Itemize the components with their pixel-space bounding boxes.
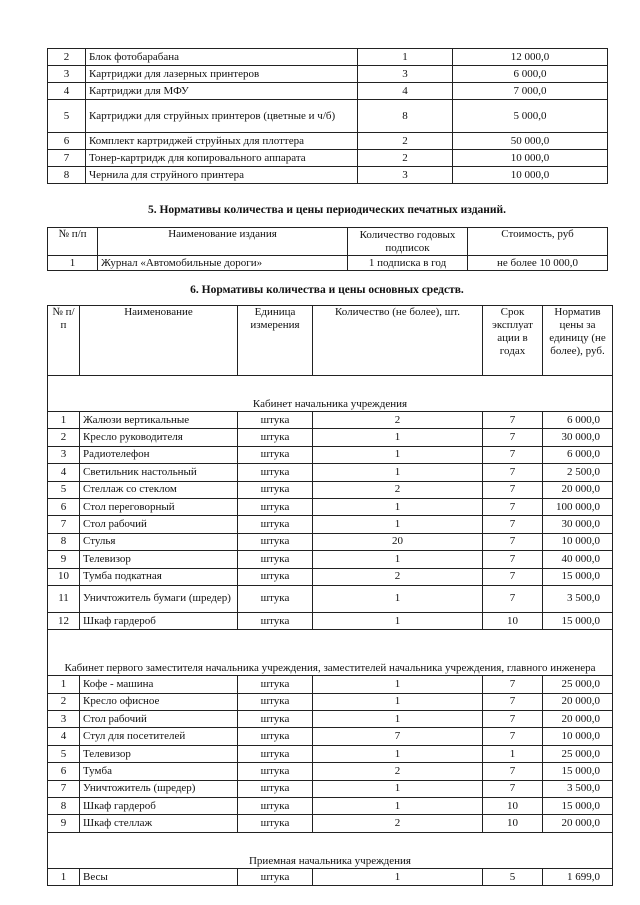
row-qty: 2 xyxy=(313,481,483,498)
row-price: 10 000,0 xyxy=(453,150,608,167)
group-title: Приемная начальника учреждения xyxy=(48,832,613,868)
row-price: 15 000,0 xyxy=(543,612,613,629)
row-unit: штука xyxy=(238,798,313,815)
row-num: 11 xyxy=(48,585,80,612)
row-num: 8 xyxy=(48,533,80,550)
col-qty: Количество годовых подписок xyxy=(348,228,468,256)
periodicals-table xyxy=(47,227,608,271)
row-term: 7 xyxy=(483,676,543,693)
row-name: Стол рабочий xyxy=(80,711,238,728)
row-name: Картриджи для струйных принтеров (цветные и ч/б) xyxy=(86,100,358,133)
row-name: Стол переговорный xyxy=(80,498,238,515)
row-unit: штука xyxy=(238,481,313,498)
row-term: 7 xyxy=(483,693,543,710)
table-row xyxy=(48,815,613,832)
row-name: Блок фотобарабана xyxy=(86,49,358,66)
row-num: 2 xyxy=(48,49,86,66)
row-price: 25 000,0 xyxy=(543,745,613,762)
row-num: 6 xyxy=(48,133,86,150)
col-unit: Единица измерения xyxy=(238,306,313,376)
row-price: 3 500,0 xyxy=(543,780,613,797)
table-row xyxy=(48,868,613,885)
col-num: № п/п xyxy=(48,306,80,376)
row-qty: 1 xyxy=(313,464,483,481)
row-qty: 1 xyxy=(313,429,483,446)
row-qty: 1 xyxy=(313,693,483,710)
row-qty: 1 xyxy=(313,676,483,693)
col-name: Наименование издания xyxy=(98,228,348,256)
row-unit: штука xyxy=(238,693,313,710)
row-name: Картриджи для лазерных принтеров xyxy=(86,66,358,83)
row-price: 6 000,0 xyxy=(543,446,613,463)
row-name: Весы xyxy=(80,868,238,885)
row-unit: штука xyxy=(238,412,313,429)
row-num: 5 xyxy=(48,100,86,133)
row-term: 7 xyxy=(483,516,543,533)
row-unit: штука xyxy=(238,711,313,728)
row-name: Кресло руководителя xyxy=(80,429,238,446)
row-price: 5 000,0 xyxy=(453,100,608,133)
row-num: 7 xyxy=(48,780,80,797)
table-row xyxy=(48,83,608,100)
row-term: 10 xyxy=(483,815,543,832)
row-price: 15 000,0 xyxy=(543,798,613,815)
table-row xyxy=(48,676,613,693)
row-name: Картриджи для МФУ xyxy=(86,83,358,100)
row-num: 10 xyxy=(48,568,80,585)
row-num: 3 xyxy=(48,66,86,83)
row-qty: 2 xyxy=(313,412,483,429)
row-num: 7 xyxy=(48,516,80,533)
row-qty: 1 подписка в год xyxy=(348,256,468,271)
table-row xyxy=(48,49,608,66)
group-title: Кабинет первого заместителя начальника учреждения, заместителей начальника учреждения, главного инженера xyxy=(48,630,613,676)
row-price: 100 000,0 xyxy=(543,498,613,515)
row-term: 7 xyxy=(483,429,543,446)
row-unit: штука xyxy=(238,498,313,515)
group-title: Кабинет начальника учреждения xyxy=(48,376,613,412)
row-qty: 4 xyxy=(358,83,453,100)
table-row xyxy=(48,728,613,745)
row-name: Шкаф гардероб xyxy=(80,798,238,815)
row-price: 30 000,0 xyxy=(543,516,613,533)
row-price: 3 500,0 xyxy=(543,585,613,612)
row-name: Стеллаж со стеклом xyxy=(80,481,238,498)
row-num: 4 xyxy=(48,728,80,745)
row-name: Кофе - машина xyxy=(80,676,238,693)
row-name: Шкаф гардероб xyxy=(80,612,238,629)
table-row xyxy=(48,100,608,133)
section6-title: 6. Нормативы количества и цены основных средств. xyxy=(190,284,464,296)
row-num: 4 xyxy=(48,464,80,481)
row-unit: штука xyxy=(238,429,313,446)
row-num: 2 xyxy=(48,429,80,446)
row-qty: 8 xyxy=(358,100,453,133)
row-qty: 2 xyxy=(313,568,483,585)
row-qty: 1 xyxy=(313,711,483,728)
row-name: Комплект картриджей струйных для плоттера xyxy=(86,133,358,150)
row-price: не более 10 000,0 xyxy=(468,256,608,271)
row-name: Чернила для струйного принтера xyxy=(86,167,358,184)
table-row xyxy=(48,256,608,271)
row-unit: штука xyxy=(238,612,313,629)
table-row xyxy=(48,412,613,429)
row-price: 15 000,0 xyxy=(543,763,613,780)
table-row xyxy=(48,533,613,550)
row-qty: 2 xyxy=(358,133,453,150)
row-qty: 3 xyxy=(358,66,453,83)
table-row xyxy=(48,585,613,612)
table-row xyxy=(48,780,613,797)
row-term: 7 xyxy=(483,711,543,728)
row-price: 10 000,0 xyxy=(543,728,613,745)
col-name: Наименование xyxy=(80,306,238,376)
row-price: 6 000,0 xyxy=(453,66,608,83)
row-num: 3 xyxy=(48,711,80,728)
row-term: 7 xyxy=(483,533,543,550)
row-qty: 2 xyxy=(358,150,453,167)
row-name: Тумба подкатная xyxy=(80,568,238,585)
row-num: 5 xyxy=(48,745,80,762)
row-price: 10 000,0 xyxy=(543,533,613,550)
row-name: Кресло офисное xyxy=(80,693,238,710)
row-name: Уничтожитель (шредер) xyxy=(80,780,238,797)
row-term: 7 xyxy=(483,728,543,745)
row-price: 40 000,0 xyxy=(543,551,613,568)
table-row xyxy=(48,798,613,815)
row-name: Светильник настольный xyxy=(80,464,238,481)
row-num: 1 xyxy=(48,676,80,693)
row-term: 7 xyxy=(483,780,543,797)
row-term: 5 xyxy=(483,868,543,885)
row-unit: штука xyxy=(238,533,313,550)
row-unit: штука xyxy=(238,585,313,612)
row-num: 1 xyxy=(48,412,80,429)
row-name: Телевизор xyxy=(80,745,238,762)
row-name: Стул для посетителей xyxy=(80,728,238,745)
table-row xyxy=(48,568,613,585)
row-qty: 2 xyxy=(313,815,483,832)
row-price: 6 000,0 xyxy=(543,412,613,429)
row-num: 12 xyxy=(48,612,80,629)
row-name: Журнал «Автомобильные дороги» xyxy=(98,256,348,271)
table-row xyxy=(48,498,613,515)
row-num: 6 xyxy=(48,498,80,515)
row-term: 7 xyxy=(483,585,543,612)
table-row xyxy=(48,693,613,710)
row-price: 20 000,0 xyxy=(543,815,613,832)
row-term: 7 xyxy=(483,763,543,780)
table-row xyxy=(48,551,613,568)
row-name: Стол рабочий xyxy=(80,516,238,533)
row-qty: 1 xyxy=(313,516,483,533)
row-num: 2 xyxy=(48,693,80,710)
table-row xyxy=(48,446,613,463)
row-qty: 20 xyxy=(313,533,483,550)
row-unit: штука xyxy=(238,728,313,745)
row-qty: 1 xyxy=(313,745,483,762)
row-unit: штука xyxy=(238,815,313,832)
row-term: 10 xyxy=(483,798,543,815)
row-term: 7 xyxy=(483,551,543,568)
fixed-assets-table xyxy=(47,305,613,886)
row-unit: штука xyxy=(238,551,313,568)
row-qty: 1 xyxy=(313,446,483,463)
section5-title: 5. Нормативы количества и цены периодических печатных изданий. xyxy=(147,204,507,216)
row-unit: штука xyxy=(238,868,313,885)
row-num: 9 xyxy=(48,815,80,832)
row-term: 7 xyxy=(483,446,543,463)
row-name: Тумба xyxy=(80,763,238,780)
row-qty: 1 xyxy=(313,798,483,815)
row-unit: штука xyxy=(238,516,313,533)
row-num: 1 xyxy=(48,868,80,885)
row-qty: 1 xyxy=(313,585,483,612)
row-num: 1 xyxy=(48,256,98,271)
row-term: 1 xyxy=(483,745,543,762)
row-term: 7 xyxy=(483,481,543,498)
row-unit: штука xyxy=(238,745,313,762)
row-price: 25 000,0 xyxy=(543,676,613,693)
row-term: 7 xyxy=(483,464,543,481)
table-row xyxy=(48,167,608,184)
table-row xyxy=(48,711,613,728)
row-price: 20 000,0 xyxy=(543,481,613,498)
row-price: 30 000,0 xyxy=(543,429,613,446)
table-row xyxy=(48,429,613,446)
row-qty: 3 xyxy=(358,167,453,184)
row-price: 7 000,0 xyxy=(453,83,608,100)
row-price: 20 000,0 xyxy=(543,693,613,710)
row-name: Радиотелефон xyxy=(80,446,238,463)
col-num: № п/п xyxy=(48,228,98,256)
row-unit: штука xyxy=(238,464,313,481)
row-term: 7 xyxy=(483,498,543,515)
row-price: 12 000,0 xyxy=(453,49,608,66)
row-name: Жалюзи вертикальные xyxy=(80,412,238,429)
row-qty: 1 xyxy=(313,868,483,885)
group-header xyxy=(48,376,613,412)
consumables-table xyxy=(47,48,608,184)
table-row xyxy=(48,481,613,498)
table-row xyxy=(48,464,613,481)
row-term: 7 xyxy=(483,568,543,585)
row-term: 10 xyxy=(483,612,543,629)
row-price: 10 000,0 xyxy=(453,167,608,184)
row-name: Стулья xyxy=(80,533,238,550)
row-num: 7 xyxy=(48,150,86,167)
col-price: Стоимость, руб xyxy=(468,228,608,256)
row-unit: штука xyxy=(238,568,313,585)
table-row xyxy=(48,745,613,762)
row-name: Тонер-картридж для копировального аппарата xyxy=(86,150,358,167)
row-name: Телевизор xyxy=(80,551,238,568)
row-unit: штука xyxy=(238,763,313,780)
row-num: 5 xyxy=(48,481,80,498)
row-price: 1 699,0 xyxy=(543,868,613,885)
row-price: 20 000,0 xyxy=(543,711,613,728)
col-price: Норматив цены за единицу (не более), руб. xyxy=(543,306,613,376)
row-num: 6 xyxy=(48,763,80,780)
row-num: 9 xyxy=(48,551,80,568)
row-num: 4 xyxy=(48,83,86,100)
row-term: 7 xyxy=(483,412,543,429)
row-num: 3 xyxy=(48,446,80,463)
table-row xyxy=(48,133,608,150)
row-unit: штука xyxy=(238,446,313,463)
table-row xyxy=(48,150,608,167)
row-unit: штука xyxy=(238,780,313,797)
row-qty: 1 xyxy=(313,780,483,797)
row-qty: 2 xyxy=(313,763,483,780)
row-name: Шкаф стеллаж xyxy=(80,815,238,832)
group-header xyxy=(48,630,613,676)
group-header xyxy=(48,832,613,868)
table-row xyxy=(48,612,613,629)
table-row xyxy=(48,763,613,780)
row-qty: 1 xyxy=(358,49,453,66)
row-price: 15 000,0 xyxy=(543,568,613,585)
row-price: 50 000,0 xyxy=(453,133,608,150)
row-qty: 1 xyxy=(313,498,483,515)
col-qty: Количество (не более), шт. xyxy=(313,306,483,376)
row-qty: 1 xyxy=(313,612,483,629)
row-name: Уничтожитель бумаги (шредер) xyxy=(80,585,238,612)
table-row xyxy=(48,516,613,533)
col-term: Срок эксплуат ации в годах xyxy=(483,306,543,376)
row-price: 2 500,0 xyxy=(543,464,613,481)
row-num: 8 xyxy=(48,167,86,184)
row-unit: штука xyxy=(238,676,313,693)
row-qty: 7 xyxy=(313,728,483,745)
row-qty: 1 xyxy=(313,551,483,568)
table-row xyxy=(48,66,608,83)
row-num: 8 xyxy=(48,798,80,815)
